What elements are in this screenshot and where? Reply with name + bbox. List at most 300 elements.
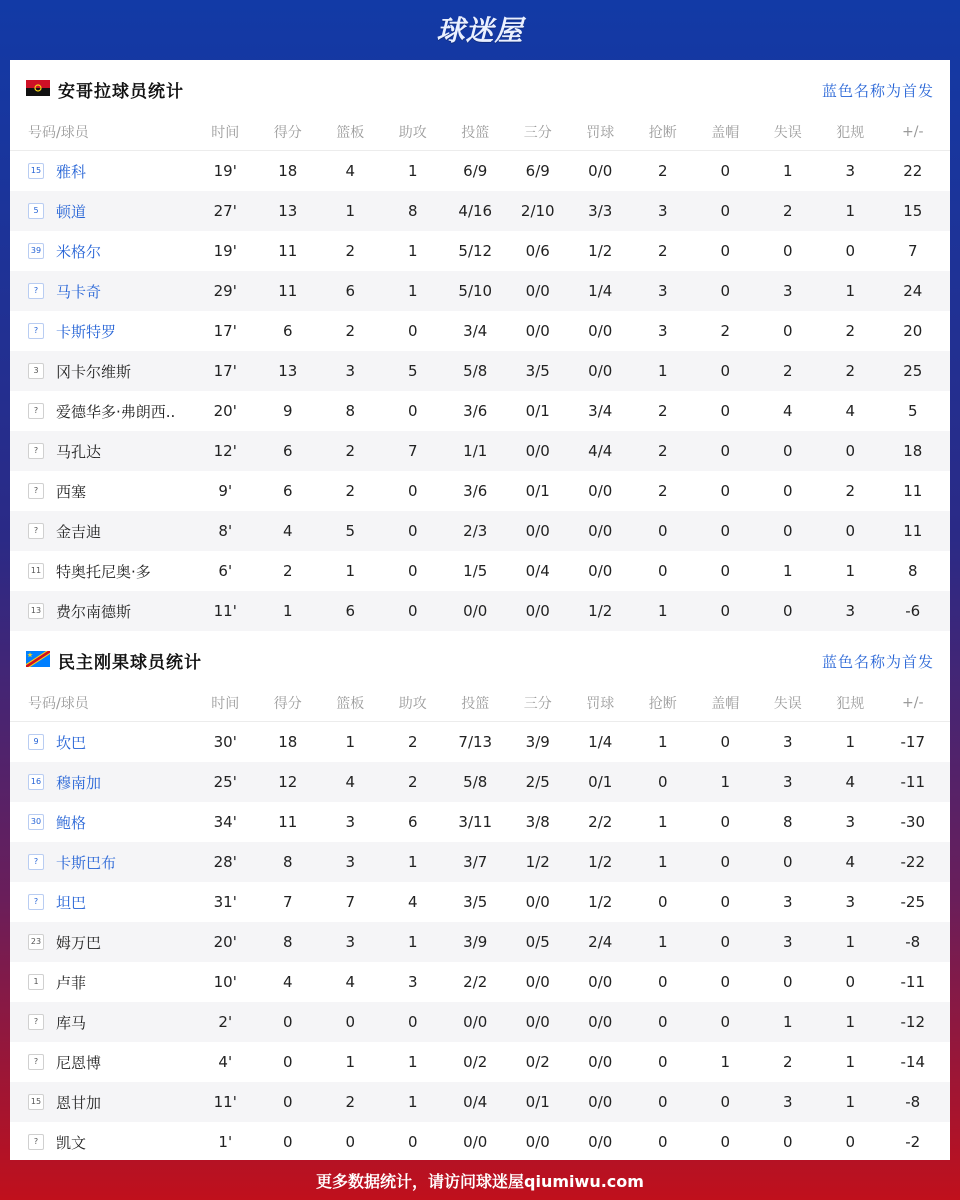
stat-cell: 0/0 xyxy=(588,973,613,991)
stat-cell: 0 xyxy=(720,813,731,831)
stat-cell: 0/4 xyxy=(525,562,550,580)
table-row xyxy=(10,191,950,231)
team-section-dr-congo xyxy=(10,631,950,1162)
stat-cell: 2/4 xyxy=(588,933,613,951)
jersey-number: 23 xyxy=(28,934,44,950)
column-header: +/- xyxy=(902,124,924,140)
stat-cell: 0/0 xyxy=(525,1013,550,1031)
stat-cell: 0/1 xyxy=(525,1093,550,1111)
stat-cell: 11 xyxy=(903,482,923,500)
stat-cell: 2 xyxy=(345,1093,356,1111)
stat-cell: 9' xyxy=(218,482,233,500)
stat-cell: 2/2 xyxy=(588,813,613,831)
stat-cell: 34' xyxy=(213,813,237,831)
section-header xyxy=(10,631,950,685)
stat-cell: 7 xyxy=(282,893,293,911)
jersey-number: ? xyxy=(28,1054,44,1070)
table-row xyxy=(10,511,950,551)
stat-cell: 0 xyxy=(407,322,418,340)
stat-cell: 1 xyxy=(657,362,668,380)
player-cell xyxy=(10,852,194,873)
table-row xyxy=(10,922,950,962)
stat-cell: 3 xyxy=(657,202,668,220)
column-header: 盖帽 xyxy=(711,696,740,712)
stat-cell: 0 xyxy=(845,442,856,460)
stat-cell: 0 xyxy=(657,1053,668,1071)
column-header: 三分 xyxy=(523,696,552,712)
stat-cell: 1 xyxy=(407,1053,418,1071)
stat-cell: 4 xyxy=(407,893,418,911)
stat-cell: 1/2 xyxy=(588,893,613,911)
column-header: 失误 xyxy=(773,696,802,712)
stat-cell: 0/0 xyxy=(525,442,550,460)
stat-cell: 3 xyxy=(407,973,418,991)
table-row xyxy=(10,271,950,311)
stat-cell: 5 xyxy=(907,402,918,420)
stat-cell: 5 xyxy=(345,522,356,540)
jersey-number: 9 xyxy=(28,734,44,750)
top-bar xyxy=(0,0,960,58)
player-name: 爱德华多·弗朗西.. xyxy=(56,402,176,421)
table-row xyxy=(10,551,950,591)
table-row xyxy=(10,882,950,922)
stat-cell: 11 xyxy=(903,522,923,540)
player-cell xyxy=(10,1092,194,1113)
table-row xyxy=(10,802,950,842)
stat-cell: 27' xyxy=(213,202,237,220)
player-name: 恩甘加 xyxy=(56,1093,102,1112)
stat-cell: 3/7 xyxy=(463,853,488,871)
stat-cell: 20' xyxy=(213,933,237,951)
player-cell xyxy=(10,892,194,913)
dr-congo-flag-icon xyxy=(26,651,50,667)
player-name: 西塞 xyxy=(56,482,87,501)
stat-cell: 0 xyxy=(720,562,731,580)
stat-cell: 0 xyxy=(782,442,793,460)
stat-cell: 0/2 xyxy=(463,1053,488,1071)
stat-cell: 3 xyxy=(782,282,793,300)
table-row xyxy=(10,431,950,471)
column-header: 号码/球员 xyxy=(28,696,89,712)
stat-cell: 1 xyxy=(345,733,356,751)
stat-cell: 1 xyxy=(407,933,418,951)
stat-cell: 6 xyxy=(345,282,356,300)
column-header: 罚球 xyxy=(586,696,615,712)
stat-cell: 1 xyxy=(407,162,418,180)
stat-cell: 0 xyxy=(845,1133,856,1151)
stat-cell: 0/5 xyxy=(525,933,550,951)
stat-cell: 2/5 xyxy=(525,773,550,791)
player-cell xyxy=(10,361,194,382)
player-name: 姆万巴 xyxy=(56,933,102,952)
table-row xyxy=(10,351,950,391)
stat-cell: 30' xyxy=(213,733,237,751)
stat-cell: 3/5 xyxy=(525,362,550,380)
table-row xyxy=(10,1002,950,1042)
stat-cell: 0 xyxy=(407,602,418,620)
table-row xyxy=(10,311,950,351)
stat-cell: 6/9 xyxy=(525,162,550,180)
stat-cell: 8 xyxy=(345,402,356,420)
stat-cell: 0/0 xyxy=(588,1013,613,1031)
stat-cell: 8 xyxy=(782,813,793,831)
column-header: 失误 xyxy=(773,125,802,141)
stat-cell: 1 xyxy=(782,562,793,580)
stat-cell: 0 xyxy=(657,973,668,991)
stat-cell: 6/9 xyxy=(463,162,488,180)
stat-cell: 0 xyxy=(407,522,418,540)
stat-cell: 6 xyxy=(282,322,293,340)
stat-cell: 3 xyxy=(345,933,356,951)
stat-cell: 3 xyxy=(657,282,668,300)
stat-cell: 2 xyxy=(407,733,418,751)
team-section-angola xyxy=(10,60,950,631)
stat-cell: 0 xyxy=(720,893,731,911)
stat-cell: 19' xyxy=(213,242,237,260)
stat-cell: 0 xyxy=(782,973,793,991)
angola-flag-icon xyxy=(26,80,50,96)
stat-cell: 3 xyxy=(657,322,668,340)
stat-cell: 12 xyxy=(278,773,298,791)
stat-cell: 7 xyxy=(907,242,918,260)
stat-cell: 3 xyxy=(782,893,793,911)
player-name: 库马 xyxy=(56,1013,87,1032)
stat-cell: 15 xyxy=(903,202,923,220)
stat-cell: 0 xyxy=(720,522,731,540)
stat-cell: 12' xyxy=(213,442,237,460)
stat-cell: 0 xyxy=(657,1133,668,1151)
column-header: 助攻 xyxy=(398,125,427,141)
stat-cell: 0/1 xyxy=(588,773,613,791)
stat-cell: 0 xyxy=(407,402,418,420)
stat-cell: 2 xyxy=(345,242,356,260)
stat-cell: 0 xyxy=(720,1133,731,1151)
stat-cell: 6' xyxy=(218,562,233,580)
stat-cell: 5/8 xyxy=(463,362,488,380)
stat-cell: 11 xyxy=(278,282,298,300)
player-cell xyxy=(10,932,194,953)
stat-cell: 6 xyxy=(282,442,293,460)
column-header: 号码/球员 xyxy=(28,125,89,141)
player-cell xyxy=(10,321,194,342)
player-name: 米格尔 xyxy=(56,242,102,261)
stat-cell: 8 xyxy=(907,562,918,580)
stat-cell: -11 xyxy=(900,973,925,991)
stat-cell: 0/0 xyxy=(588,1093,613,1111)
player-cell xyxy=(10,601,194,622)
column-header: 罚球 xyxy=(586,125,615,141)
stat-cell: 1 xyxy=(282,602,293,620)
stat-cell: 1 xyxy=(845,1053,856,1071)
stat-cell: 0 xyxy=(657,773,668,791)
player-name: 费尔南德斯 xyxy=(56,602,132,621)
stat-cell: 2 xyxy=(782,362,793,380)
stat-cell: 0/0 xyxy=(588,1053,613,1071)
stat-cell: -25 xyxy=(900,893,925,911)
stat-cell: 0/0 xyxy=(588,522,613,540)
player-name: 卢菲 xyxy=(56,973,87,992)
stat-cell: 4 xyxy=(345,973,356,991)
player-cell xyxy=(10,201,194,222)
column-header: 犯规 xyxy=(836,125,865,141)
jersey-number: ? xyxy=(28,894,44,910)
stat-cell: 0 xyxy=(782,242,793,260)
player-cell xyxy=(10,1012,194,1033)
stat-cell: 4 xyxy=(282,973,293,991)
stat-cell: 3 xyxy=(345,853,356,871)
column-header: 三分 xyxy=(523,125,552,141)
stat-cell: 3/6 xyxy=(463,482,488,500)
section-title: 民主刚果球员统计 xyxy=(58,653,202,673)
stat-cell: 1 xyxy=(845,202,856,220)
stat-cell: 0/0 xyxy=(588,362,613,380)
stat-cell: 0/0 xyxy=(588,162,613,180)
footer-banner xyxy=(0,1160,960,1200)
stat-cell: 0/6 xyxy=(525,242,550,260)
jersey-number: ? xyxy=(28,483,44,499)
stat-cell: 7 xyxy=(345,893,356,911)
stat-cell: 1/4 xyxy=(588,282,613,300)
table-row xyxy=(10,591,950,631)
stat-cell: 0 xyxy=(282,1133,293,1151)
stat-cell: 11' xyxy=(213,602,237,620)
player-cell xyxy=(10,812,194,833)
stat-cell: 0 xyxy=(782,522,793,540)
stat-cell: 6 xyxy=(282,482,293,500)
stat-cell: 0 xyxy=(782,322,793,340)
stat-cell: 3/11 xyxy=(458,813,493,831)
stat-cell: -17 xyxy=(900,733,925,751)
player-name: 尼恩博 xyxy=(56,1053,102,1072)
stat-cell: 2 xyxy=(657,162,668,180)
stat-cell: 18 xyxy=(903,442,923,460)
stat-cell: 0/0 xyxy=(588,482,613,500)
stat-cell: 1 xyxy=(657,602,668,620)
stat-cell: 28' xyxy=(213,853,237,871)
stat-cell: 1 xyxy=(657,853,668,871)
column-header: 篮板 xyxy=(336,696,365,712)
stat-cell: 1/1 xyxy=(463,442,488,460)
stat-cell: 2 xyxy=(845,362,856,380)
stat-cell: 0 xyxy=(720,933,731,951)
stat-cell: 4/4 xyxy=(588,442,613,460)
player-name: 坦巴 xyxy=(56,893,87,912)
stat-cell: 3 xyxy=(782,1093,793,1111)
stat-cell: 0 xyxy=(407,562,418,580)
stat-cell: 1 xyxy=(845,733,856,751)
stat-cell: 0/0 xyxy=(525,1133,550,1151)
stat-cell: 1 xyxy=(720,1053,731,1071)
jersey-number: 39 xyxy=(28,243,44,259)
table-row xyxy=(10,962,950,1002)
stat-cell: 0 xyxy=(845,242,856,260)
stat-cell: 3/8 xyxy=(525,813,550,831)
stat-cell: 0 xyxy=(782,602,793,620)
player-cell xyxy=(10,732,194,753)
stat-cell: 3/9 xyxy=(463,933,488,951)
stat-cell: 0 xyxy=(720,362,731,380)
stat-cell: 4 xyxy=(782,402,793,420)
section-header xyxy=(10,60,950,114)
stat-cell: 5/8 xyxy=(463,773,488,791)
column-header: 投篮 xyxy=(461,125,490,141)
jersey-number: 30 xyxy=(28,814,44,830)
stat-cell: 1/2 xyxy=(525,853,550,871)
stat-cell: -30 xyxy=(900,813,925,831)
stat-cell: 0 xyxy=(282,1093,293,1111)
stat-cell: 0 xyxy=(282,1013,293,1031)
stat-cell: 4' xyxy=(218,1053,233,1071)
stat-cell: 1' xyxy=(218,1133,233,1151)
table-row xyxy=(10,1082,950,1122)
stat-cell: 1/2 xyxy=(588,853,613,871)
jersey-number: 15 xyxy=(28,163,44,179)
stat-cell: 2 xyxy=(345,322,356,340)
stat-cell: 0/0 xyxy=(525,282,550,300)
stat-cell: 11 xyxy=(278,813,298,831)
stat-cell: 1 xyxy=(407,1093,418,1111)
column-header: 时间 xyxy=(211,696,240,712)
stat-cell: 3 xyxy=(782,773,793,791)
stat-cell: 0/0 xyxy=(463,1133,488,1151)
stat-cell: 2 xyxy=(782,202,793,220)
jersey-number: ? xyxy=(28,283,44,299)
starter-legend-note: 蓝色名称为首发 xyxy=(821,82,934,100)
column-header: 得分 xyxy=(273,696,302,712)
stat-cell: 3/4 xyxy=(463,322,488,340)
stat-cell: 2/10 xyxy=(520,202,555,220)
stat-cell: 0 xyxy=(720,402,731,420)
stat-cell: 2 xyxy=(282,562,293,580)
table-header-row xyxy=(10,685,950,722)
stat-cell: 0 xyxy=(345,1133,356,1151)
stat-cell: 4 xyxy=(282,522,293,540)
stat-cell: -2 xyxy=(905,1133,921,1151)
stat-cell: 3/4 xyxy=(588,402,613,420)
stat-cell: 11 xyxy=(278,242,298,260)
column-header: 抢断 xyxy=(648,696,677,712)
jersey-number: 16 xyxy=(28,774,44,790)
stat-cell: 0 xyxy=(720,202,731,220)
stat-cell: 1 xyxy=(345,1053,356,1071)
stat-cell: 1 xyxy=(845,1093,856,1111)
stat-cell: 0 xyxy=(845,973,856,991)
stat-cell: 0 xyxy=(720,853,731,871)
stat-cell: 1 xyxy=(345,202,356,220)
table-row xyxy=(10,722,950,762)
stat-cell: 1/5 xyxy=(463,562,488,580)
player-cell xyxy=(10,281,194,302)
column-header: 犯规 xyxy=(836,696,865,712)
stat-cell: 2 xyxy=(845,322,856,340)
table-row xyxy=(10,1122,950,1162)
stat-cell: 0 xyxy=(782,853,793,871)
player-cell xyxy=(10,401,194,422)
player-cell xyxy=(10,972,194,993)
stat-cell: 2 xyxy=(782,1053,793,1071)
stat-cell: -12 xyxy=(900,1013,925,1031)
stat-cell: 0/0 xyxy=(525,322,550,340)
player-cell xyxy=(10,1132,194,1153)
stat-cell: 5/10 xyxy=(458,282,493,300)
stat-cell: 0 xyxy=(345,1013,356,1031)
footer-text: 更多数据统计，请访问球迷屋qiumiwu.com xyxy=(316,1171,644,1191)
player-name: 马卡奇 xyxy=(56,282,102,301)
jersey-number: 15 xyxy=(28,1094,44,1110)
stat-cell: 1 xyxy=(657,813,668,831)
stat-cell: 13 xyxy=(278,202,298,220)
stat-cell: 18 xyxy=(278,162,298,180)
stat-cell: 20' xyxy=(213,402,237,420)
player-name: 马孔达 xyxy=(56,442,102,461)
stat-cell: 0 xyxy=(657,1093,668,1111)
stat-cell: 3 xyxy=(845,602,856,620)
stat-cell: 22 xyxy=(903,162,923,180)
stat-cell: 0 xyxy=(782,482,793,500)
stat-cell: 2 xyxy=(720,322,731,340)
table-row xyxy=(10,391,950,431)
stat-cell: 0/0 xyxy=(463,602,488,620)
stat-cell: 1 xyxy=(657,933,668,951)
stat-cell: -8 xyxy=(905,933,921,951)
table-row xyxy=(10,231,950,271)
stat-cell: 5/12 xyxy=(458,242,493,260)
stat-cell: 3 xyxy=(782,933,793,951)
stat-cell: 0/1 xyxy=(525,402,550,420)
stat-cell: 1 xyxy=(845,933,856,951)
stat-cell: 0/0 xyxy=(588,322,613,340)
stat-cell: 1 xyxy=(407,242,418,260)
section-title: 安哥拉球员统计 xyxy=(58,82,184,102)
stat-cell: 4 xyxy=(345,773,356,791)
stat-cell: 2 xyxy=(657,242,668,260)
stat-cell: 0 xyxy=(782,1133,793,1151)
stat-cell: 2/3 xyxy=(463,522,488,540)
stat-cell: 8 xyxy=(282,933,293,951)
player-name: 穆南加 xyxy=(56,773,102,792)
stat-cell: 3 xyxy=(845,813,856,831)
player-name: 凯文 xyxy=(56,1133,87,1152)
column-header: 投篮 xyxy=(461,696,490,712)
stat-cell: -11 xyxy=(900,773,925,791)
stat-cell: 2 xyxy=(345,442,356,460)
jersey-number: ? xyxy=(28,854,44,870)
stat-cell: 0 xyxy=(407,482,418,500)
player-cell xyxy=(10,521,194,542)
stat-cell: 3 xyxy=(845,893,856,911)
stat-cell: -6 xyxy=(905,602,921,620)
stat-cell: 0 xyxy=(720,1013,731,1031)
stat-cell: 6 xyxy=(345,602,356,620)
player-name: 顿道 xyxy=(56,202,87,221)
stat-cell: 0 xyxy=(657,562,668,580)
player-cell xyxy=(10,241,194,262)
stats-panel xyxy=(10,60,950,1160)
jersey-number: 3 xyxy=(28,363,44,379)
table-row xyxy=(10,842,950,882)
stat-cell: 0 xyxy=(720,442,731,460)
player-cell xyxy=(10,561,194,582)
stat-cell: 3/3 xyxy=(588,202,613,220)
stat-cell: 18 xyxy=(278,733,298,751)
table-row xyxy=(10,471,950,511)
starter-legend-note: 蓝色名称为首发 xyxy=(821,653,934,671)
jersey-number: ? xyxy=(28,403,44,419)
stat-cell: -8 xyxy=(905,1093,921,1111)
stat-cell: 0/0 xyxy=(463,1013,488,1031)
stat-cell: 0 xyxy=(720,482,731,500)
player-name: 鲍格 xyxy=(56,813,87,832)
